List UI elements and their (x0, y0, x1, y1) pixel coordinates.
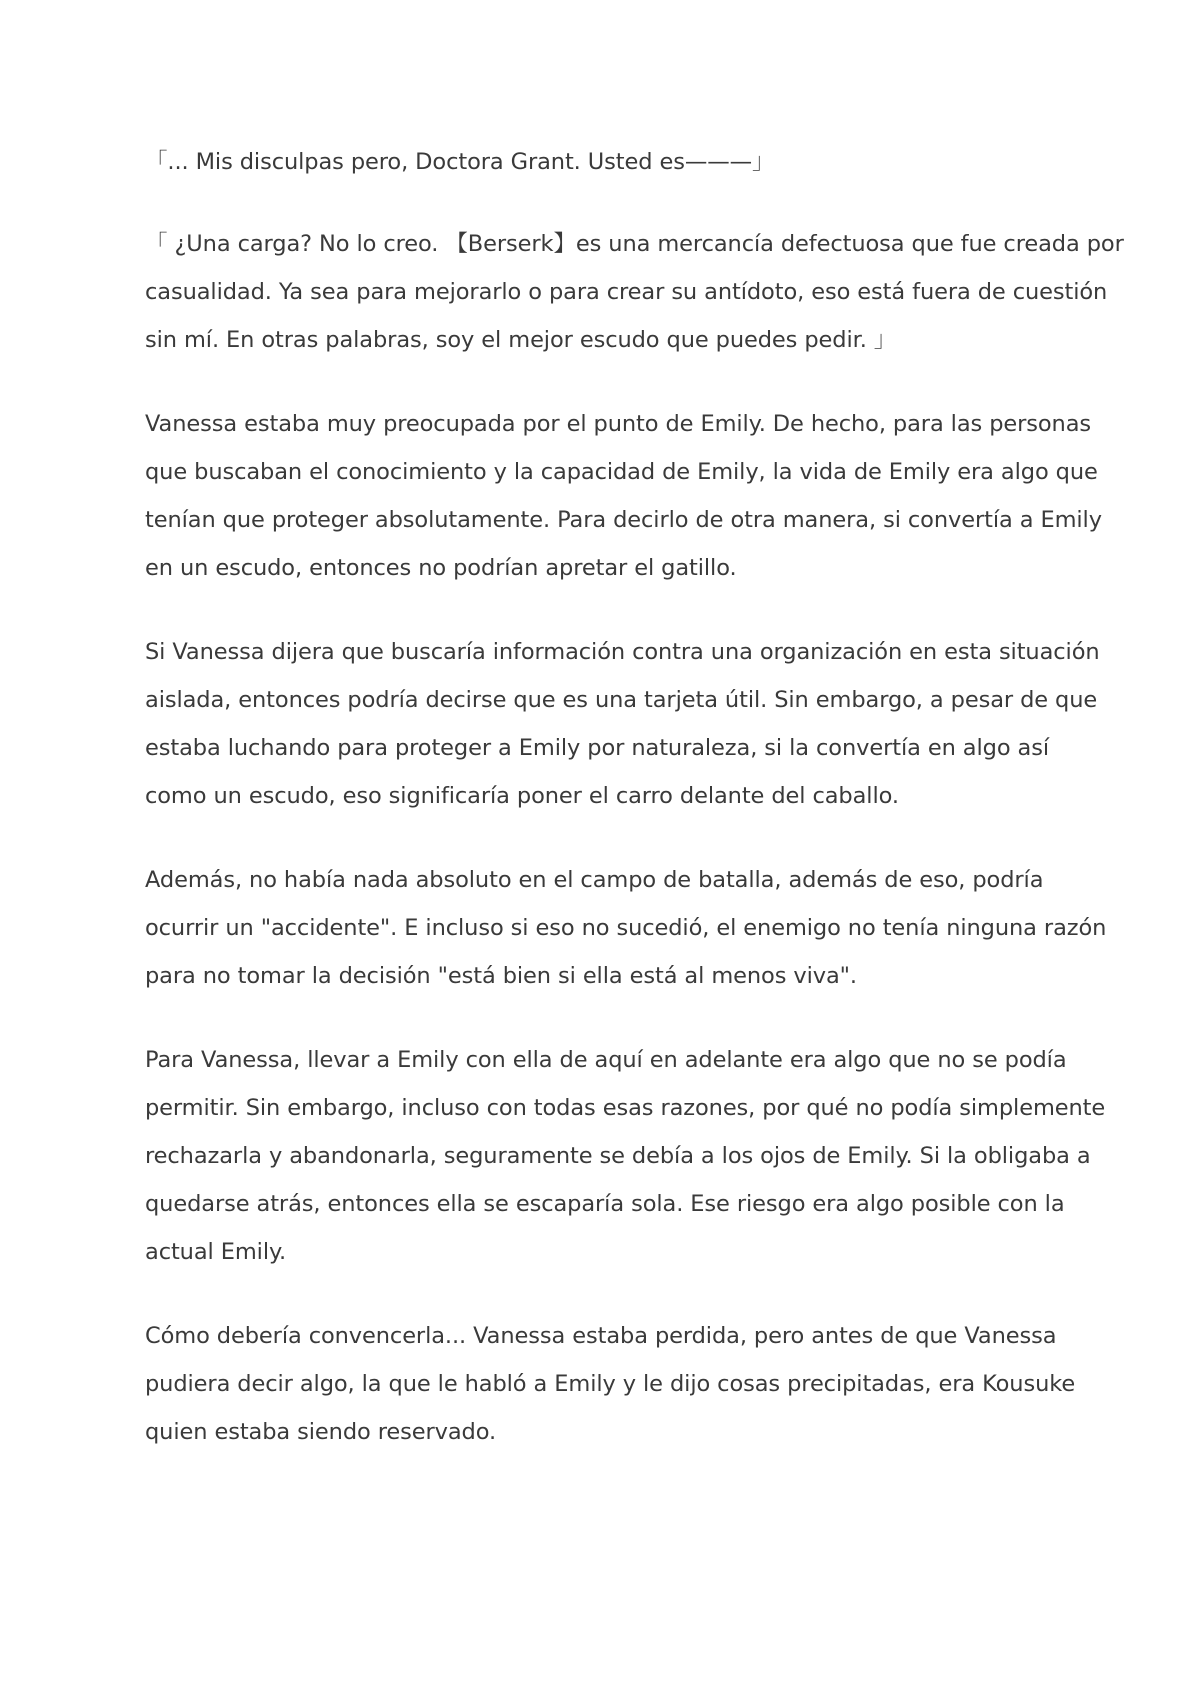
text-line: casualidad. Ya sea para mejorarlo o para crear su antídoto, eso está fuera de cuestión (145, 279, 1108, 305)
text-line: Vanessa estaba muy preocupada por el punto de Emily. De hecho, para las personas (145, 411, 1092, 437)
text-line: estaba luchando para proteger a Emily por naturaleza, si la convertía en algo así (145, 735, 1049, 761)
text-line: quien estaba siendo reservado. (145, 1419, 497, 1445)
text-line: permitir. Sin embargo, incluso con todas esas razones, por qué no podía simplemente (145, 1095, 1106, 1121)
text-line: en un escudo, entonces no podrían apretar el gatillo. (145, 555, 737, 581)
text-line: que buscaban el conocimiento y la capacidad de Emily, la vida de Emily era algo que (145, 459, 1098, 485)
paragraph-narration (145, 400, 1102, 592)
text-line: 「 ¿Una carga? No lo creo. 【Berserk】es una mercancía defectuosa que fue creada por (145, 231, 1124, 257)
text-line: aislada, entonces podría decirse que es una tarjeta útil. Sin embargo, a pesar de que (145, 687, 1098, 713)
text-line: Cómo debería convencerla... Vanessa estaba perdida, pero antes de que Vanessa (145, 1323, 1057, 1349)
text-line: pudiera decir algo, la que le habló a Emily y le dijo cosas precipitadas, era Kousuke (145, 1371, 1076, 1397)
text-line: actual Emily. (145, 1239, 287, 1265)
text-line: para no tomar la decisión "está bien si ella está al menos viva". (145, 963, 857, 989)
text-line: tenían que proteger absolutamente. Para decirlo de otra manera, si convertía a Emily (145, 507, 1102, 533)
text-line: ocurrir un "accidente". E incluso si eso no sucedió, el enemigo no tenía ninguna razón (145, 915, 1107, 941)
paragraph-narration (145, 1036, 1106, 1276)
paragraph-dialogue-burden (145, 220, 1124, 364)
paragraph-narration (145, 1312, 1076, 1456)
paragraph-narration (145, 856, 1107, 1000)
paragraph-dialogue-apology (145, 138, 1065, 186)
text-line: Además, no había nada absoluto en el campo de batalla, además de eso, podría (145, 867, 1044, 893)
text-line: quedarse atrás, entonces ella se escaparía sola. Ese riesgo era algo posible con la (145, 1191, 1065, 1217)
paragraph-narration (145, 628, 1100, 820)
text-line: sin mí. En otras palabras, soy el mejor escudo que puedes pedir. 」 (145, 327, 897, 353)
text-line: Si Vanessa dijera que buscaría información contra una organización en esta situación (145, 639, 1100, 665)
text-line: como un escudo, eso significaría poner el carro delante del caballo. (145, 783, 899, 809)
text-line: 「... Mis disculpas pero, Doctora Grant. Usted es———」 (145, 149, 775, 175)
text-line: rechazarla y abandonarla, seguramente se debía a los ojos de Emily. Si la obligaba a (145, 1143, 1091, 1169)
text-line: Para Vanessa, llevar a Emily con ella de aquí en adelante era algo que no se podía (145, 1047, 1067, 1073)
document-page (145, 138, 1124, 1492)
